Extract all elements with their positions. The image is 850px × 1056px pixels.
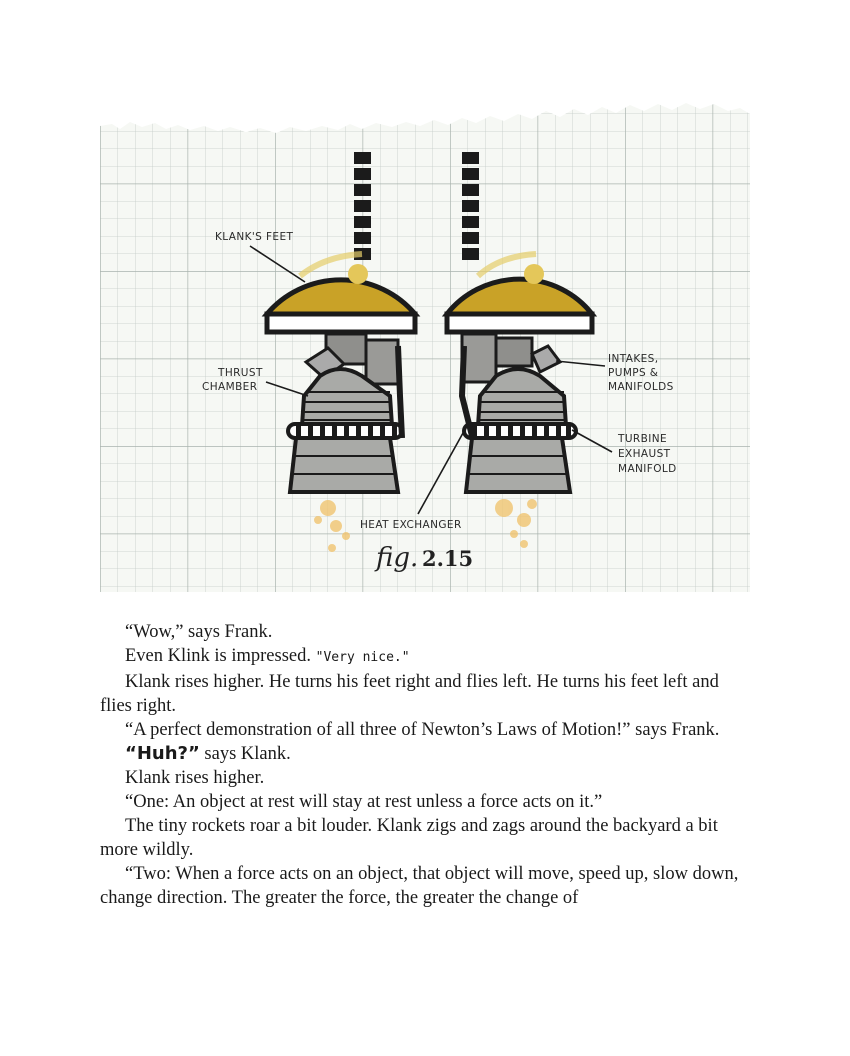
klink-speech: "Very nice.": [315, 650, 410, 665]
paragraph: [100, 742, 750, 766]
paragraph: “A perfect demonstration of all three of Newton’s Laws of Motion!” says Frank.: [125, 720, 720, 740]
paragraph: Klank rises higher.: [125, 768, 265, 788]
body-text: [100, 620, 750, 910]
rocket-feet-illustration: [100, 96, 750, 592]
label-turbine-1: TURBINE: [618, 433, 667, 445]
paragraph-text: says Klank.: [199, 744, 291, 764]
paragraph: Klank rises higher. He turns his feet right and flies left. He turns his feet left and flies right.: [100, 672, 719, 716]
paragraph: “Wow,” says Frank.: [125, 622, 273, 642]
label-intakes-3: MANIFOLDS: [608, 381, 674, 393]
label-turbine-3: MANIFOLD: [618, 463, 677, 475]
label-heat-exchanger: HEAT EXCHANGER: [360, 519, 462, 531]
figure-caption-prefix: fig.: [376, 543, 419, 573]
figure-caption-number: 2.15: [422, 546, 474, 571]
klank-speech: “Huh?”: [125, 743, 200, 764]
paragraph: “Two: When a force acts on an object, that object will move, speed up, slow down, change direction. The greater the force, the greater the change of: [100, 864, 739, 908]
label-klanks-feet: KLANK'S FEET: [215, 231, 294, 243]
paragraph-text: Even Klink is impressed.: [125, 646, 316, 666]
label-turbine-2: EXHAUST: [618, 448, 671, 460]
label-thrust-2: CHAMBER: [202, 381, 258, 393]
paragraph: The tiny rockets roar a bit louder. Klank zigs and zags around the backyard a bit more wildly.: [100, 816, 718, 860]
paragraph: [100, 644, 750, 670]
paragraph: “One: An object at rest will stay at rest unless a force acts on it.”: [125, 792, 603, 812]
label-intakes-2: PUMPS &: [608, 367, 659, 379]
label-intakes-1: INTAKES,: [608, 353, 659, 365]
label-thrust-1: THRUST: [218, 367, 263, 379]
